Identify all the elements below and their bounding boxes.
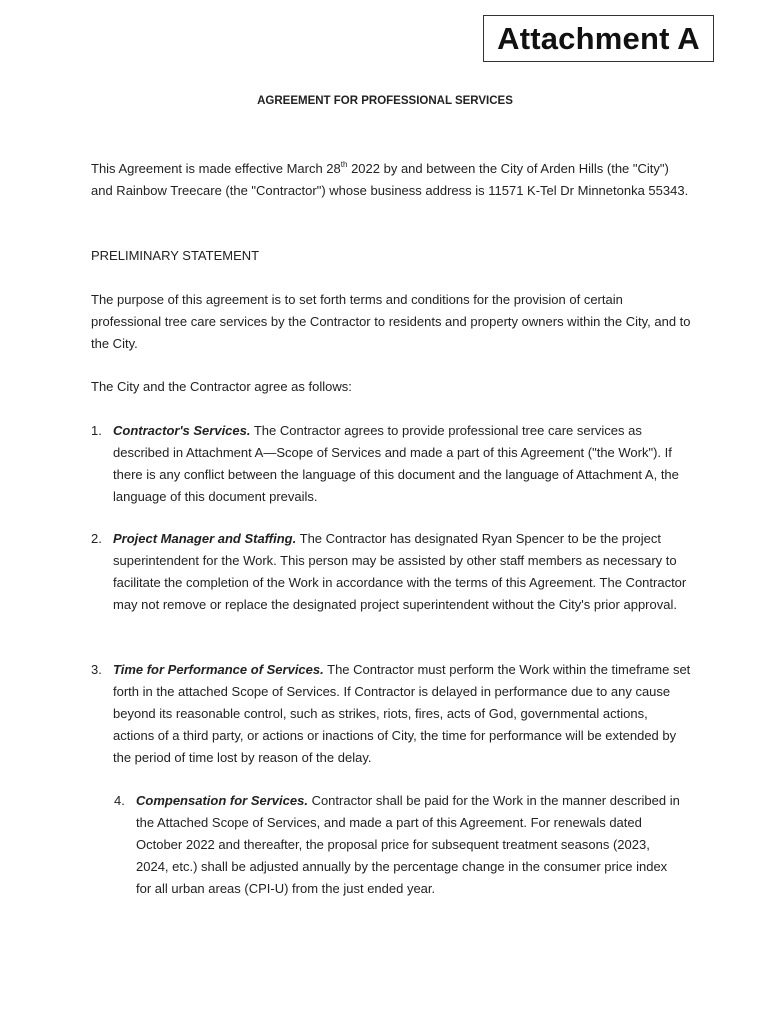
item-heading: Contractor's Services.: [113, 423, 251, 438]
list-item: [114, 790, 684, 900]
item-number: 1.: [91, 423, 102, 438]
attachment-label: Attachment A: [483, 15, 714, 62]
list-item: [91, 528, 691, 616]
list-item: [91, 659, 691, 769]
intro-text-start: This Agreement is made effective March 28: [91, 161, 341, 176]
intro-paragraph: [91, 158, 691, 202]
list-item: [91, 420, 691, 508]
item-heading: Compensation for Services.: [136, 793, 308, 808]
item-heading: Time for Performance of Services.: [113, 662, 324, 677]
preliminary-heading: PRELIMINARY STATEMENT: [91, 248, 260, 263]
intro-superscript: th: [340, 160, 348, 169]
item-number: 4.: [114, 793, 125, 808]
item-number: 2.: [91, 531, 102, 546]
item-text: The Contractor agrees to provide professional tree care services as described in Attachment A—Scope of Services and made a part of this Agreement ("the Work"). If there is any conflict between the language of this document and the language of Attachment A, the language of this document prevails.: [113, 423, 679, 504]
intro-text-end: 2022 by and between the City of Arden Hills (the "City") and Rainbow Treecare (the "Contractor") whose business address is 11571 K-Tel Dr Minnetonka 55343.: [91, 161, 689, 198]
purpose-paragraph: The purpose of this agreement is to set forth terms and conditions for the provision of certain professional tree care services by the Contractor to residents and property owners within the City, and to the City.: [91, 292, 691, 351]
item-number: 3.: [91, 662, 102, 677]
item-heading: Project Manager and Staffing.: [113, 531, 297, 546]
item-text: The Contractor must perform the Work within the timeframe set forth in the attached Scope of Services. If Contractor is delayed in performance due to any cause beyond its reasonable control, such as strikes, riots, fires, acts of God, governmental actions, actions of a third party, or actions or inactions of City, the time for performance will be extended by the period of time lost by reason of the delay.: [113, 662, 691, 765]
item-text: The Contractor has designated Ryan Spencer to be the project superintendent for the Work. This person may be assisted by other staff members as necessary to facilitate the completion of the Work in accordance with the terms of this Agreement. The Contractor may not remove or replace the designated project superintendent without the City's prior approval.: [113, 531, 687, 612]
item-text: Contractor shall be paid for the Work in the manner described in the Attached Scope of Services, and made a part of this Agreement. For renewals dated October 2022 and thereafter, the proposal price for subsequent treatment seasons (2023, 2024, etc.) shall be adjusted annually by the percentage change in the consumer price index for all urban areas (CPI-U) from the just ended year.: [136, 793, 680, 896]
document-title: AGREEMENT FOR PROFESSIONAL SERVICES: [257, 95, 513, 107]
agree-paragraph: The City and the Contractor agree as follows:: [91, 379, 352, 394]
